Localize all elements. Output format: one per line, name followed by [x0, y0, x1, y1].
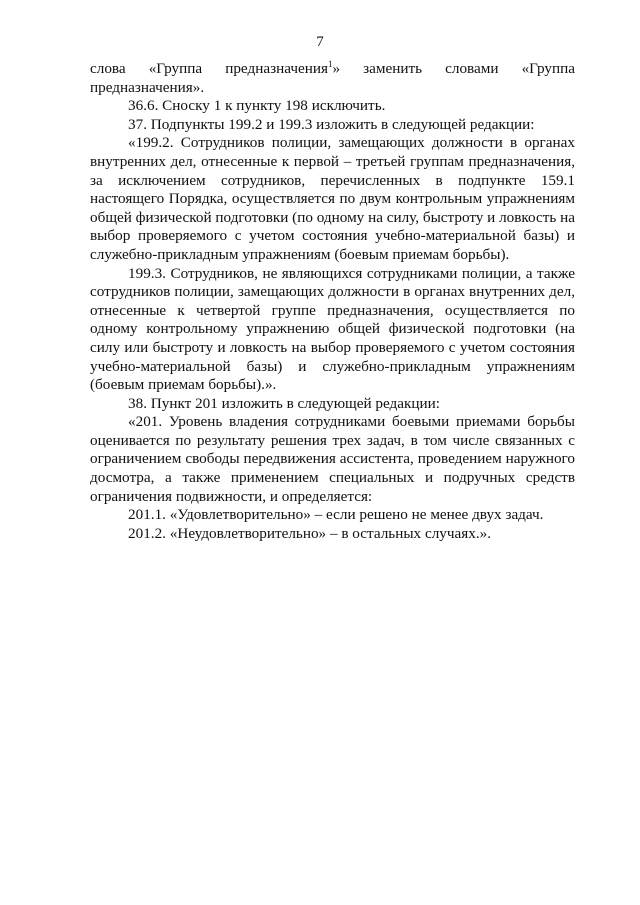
paragraph-38: 38. Пункт 201 изложить в следующей редакции:	[128, 394, 441, 412]
footnote-marker: 1	[327, 59, 333, 69]
document-body	[90, 60, 575, 543]
paragraph-201: «201. Уровень владения сотрудниками боевыми приемами борьбы оценивается по результату решения трех задач, в том числе связанных с ограничением свободы передвижения ассистента, проведением наружного досмотра, а также применением специальных и подручных средств ограничения подвижности, и определяется:	[90, 413, 575, 505]
page-number: 7	[316, 34, 324, 50]
paragraph-text: » заменить словами «Группа предназначения».	[90, 60, 575, 96]
paragraph-replace-words	[90, 60, 575, 97]
paragraph-199-3: 199.3. Сотрудников, не являющихся сотрудниками полиции, а также сотрудников полиции, замещающих должности в органах внутренних дел, отнесенные к четвертой группе предназначения, осуществляется по одному контрольному упражнению общей физической подготовки (на силу или быстроту и ловкость на выбор проверяемого с учетом состояния учебно-материальной базы) и служебно-прикладным упражнениям (боевым приемам борьбы).».	[90, 264, 575, 394]
paragraph-199-2: «199.2. Сотрудников полиции, замещающих должности в органах внутренних дел, отнесенные к первой – третьей группам предназначения, за исключением сотрудников, перечисленных в подпункте 159.1 настоящего Порядка, осуществляется по двум контрольным упражнениям общей физической подготовки (по одному на силу, быстроту и ловкость на выбор проверяемого с учетом состояния учебно-материальной базы) и служебно-прикладным упражнениям (боевым приемам борьбы).	[90, 134, 575, 263]
paragraph-201-1: 201.1. «Удовлетворительно» – если решено не менее двух задач.	[128, 506, 544, 524]
paragraph-36-6: 36.6. Сноску 1 к пункту 198 исключить.	[128, 97, 386, 115]
paragraph-201-2: 201.2. «Неудовлетворительно» – в остальных случаях.».	[128, 524, 492, 542]
paragraph-text: слова «Группа предназначения	[90, 60, 328, 77]
paragraph-37: 37. Подпункты 199.2 и 199.3 изложить в следующей редакции:	[128, 115, 535, 133]
